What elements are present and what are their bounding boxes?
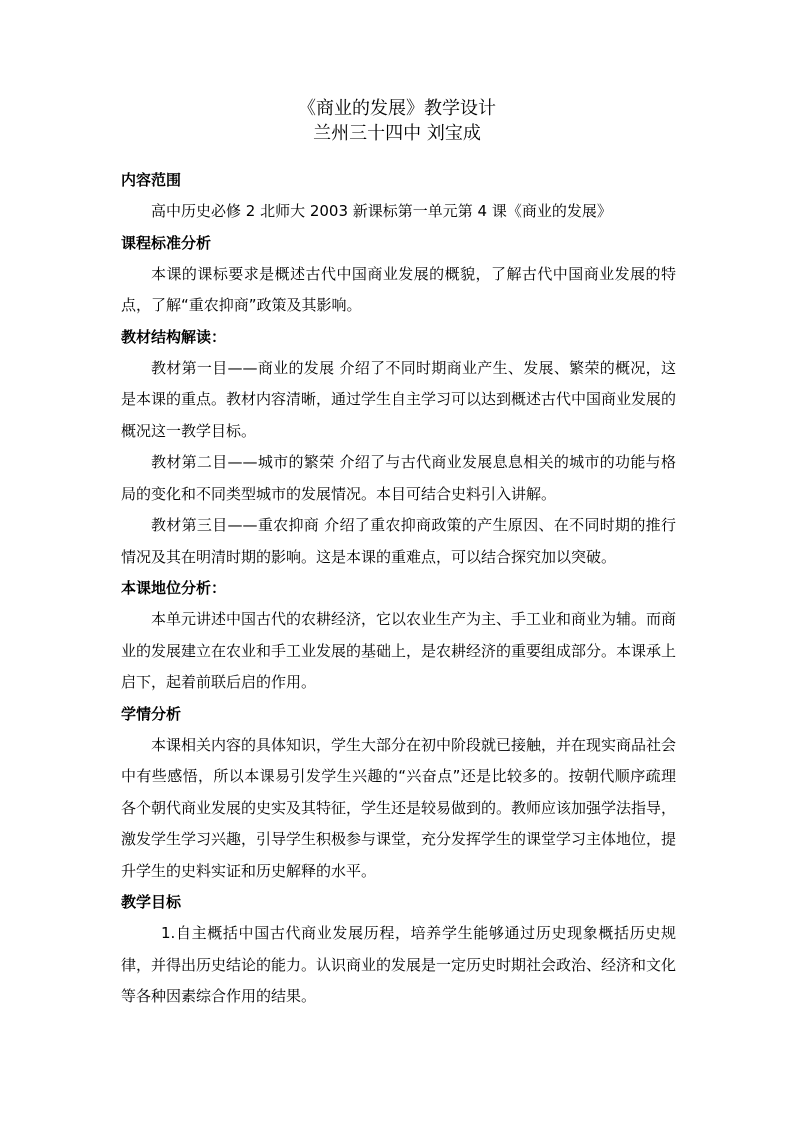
document-body xyxy=(121,165,676,1013)
section-heading-lesson-position: 本课地位分析： xyxy=(121,579,227,597)
section-paragraph: 教材第二目——城市的繁荣 介绍了与古代商业发展息息相关的城市的功能与格局的变化和不同类型城市的发展情况。本目可结合史料引入讲解。 xyxy=(121,453,676,503)
document-title: 《商业的发展》教学设计 xyxy=(298,98,496,119)
section-heading-curriculum-standard: 课程标准分析 xyxy=(121,233,212,252)
section-paragraph: 教材第一目——商业的发展 介绍了不同时期商业产生、发展、繁荣的概况，这是本课的重点。教材内容清晰，通过学生自主学习可以达到概述古代中国商业发展的概况这一教学目标。 xyxy=(121,358,677,440)
section-heading-content-scope: 内容范围 xyxy=(121,171,182,189)
section-paragraph: 本单元讲述中国古代的农耕经济，它以农业生产为主、手工业和商业为辅。而商业的发展建立在农业和手工业发展的基础上，是农耕经济的重要组成部分。本课承上启下，起着前联后启的作用。 xyxy=(121,610,677,691)
section-paragraph: 1.自主概括中国古代商业发展历程，培养学生能够通过历史现象概括历史规律，并得出历史结论的能力。认识商业的发展是一定历史时期社会政治、经济和文化等各种因素综合作用的结果。 xyxy=(121,924,677,1005)
section-paragraph: 教材第三目——重农抑商 介绍了重农抑商政策的产生原因、在不同时期的推行情况及其在明清时期的影响。这是本课的重难点，可以结合探究加以突破。 xyxy=(121,516,676,566)
section-paragraph: 本课的课标要求是概述古代中国商业发展的概貌，了解古代中国商业发展的特点，了解“重农抑商”政策及其影响。 xyxy=(121,264,676,314)
author-line: 兰州三十四中 刘宝成 xyxy=(313,123,481,144)
section-paragraph: 本课相关内容的具体知识，学生大部分在初中阶段就已接触，并在现实商品社会中有些感悟，所以本课易引发学生兴趣的“兴奋点”还是比较多的。按朝代顺序疏理各个朝代商业发展的史实及其特征，学生还是较易做到的。教师应该加强学法指导，激发学生学习兴趣，引导学生积极参与课堂，充分发挥学生的课堂学习主体地位，提升学生的史料实证和历史解释的水平。 xyxy=(121,735,677,880)
section-heading-learner-analysis: 学情分析 xyxy=(121,704,182,723)
section-heading-textbook-structure: 教材结构解读： xyxy=(121,327,227,346)
section-paragraph: 高中历史必修 2 北师大 2003 新课标第一单元第 4 课《商业的发展》 xyxy=(151,202,612,220)
section-heading-teaching-objectives: 教学目标 xyxy=(121,893,182,911)
